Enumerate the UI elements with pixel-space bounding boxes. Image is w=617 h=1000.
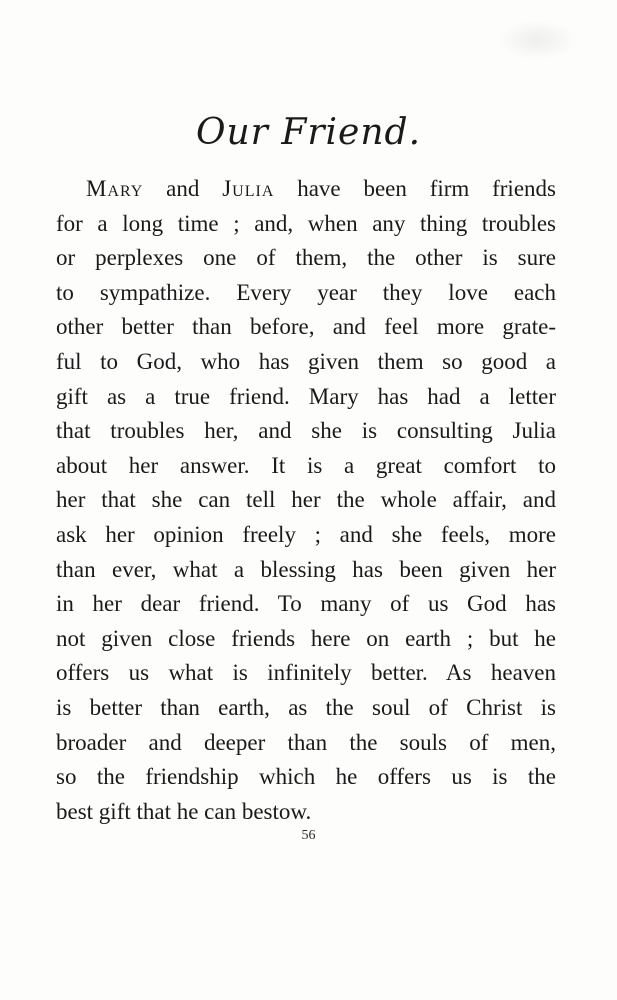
text-line: to sympathize. Every year they love each (56, 279, 556, 305)
small-caps-name: Mary (86, 176, 144, 201)
text-line: is better than earth, as the soul of Christ is (56, 694, 556, 720)
page-number: 56 (301, 828, 316, 843)
text-line: so the friendship which he offers us is the (56, 764, 556, 790)
text-fragment: have been firm friends (274, 176, 556, 201)
text-line: ful to God, who has given them so good a (56, 348, 556, 374)
text-line: in her dear friend. To many of us God has (56, 591, 556, 617)
text-line: for a long time ; and, when any thing troubles (56, 210, 556, 236)
small-caps-name: Julia (222, 176, 275, 201)
text-line: than ever, what a blessing has been given her (56, 556, 556, 582)
text-line: offers us what is infinitely better. As heaven (56, 660, 556, 686)
text-line: about her answer. It is a great comfort to (56, 452, 556, 478)
text-line: or perplexes one of them, the other is sure (56, 245, 556, 271)
text-line: that troubles her, and she is consulting Julia (56, 418, 556, 444)
text-line: gift as a true friend. Mary has had a letter (56, 383, 556, 409)
text-line: ask her opinion freely ; and she feels, more (56, 521, 556, 547)
text-line: broader and deeper than the souls of men, (56, 729, 556, 755)
text-line: her that she can tell her the whole affair, and (56, 487, 556, 513)
text-line: best gift that he can bestow. (56, 798, 312, 824)
text-line (56, 172, 556, 207)
text-line: not given close friends here on earth ; but he (56, 625, 556, 651)
body-text (56, 172, 556, 829)
text-line: other better than before, and feel more grate- (56, 314, 556, 340)
scan-smudge (497, 20, 577, 60)
chapter-title: Our Friend. (195, 112, 422, 153)
text-fragment: and (143, 176, 223, 201)
